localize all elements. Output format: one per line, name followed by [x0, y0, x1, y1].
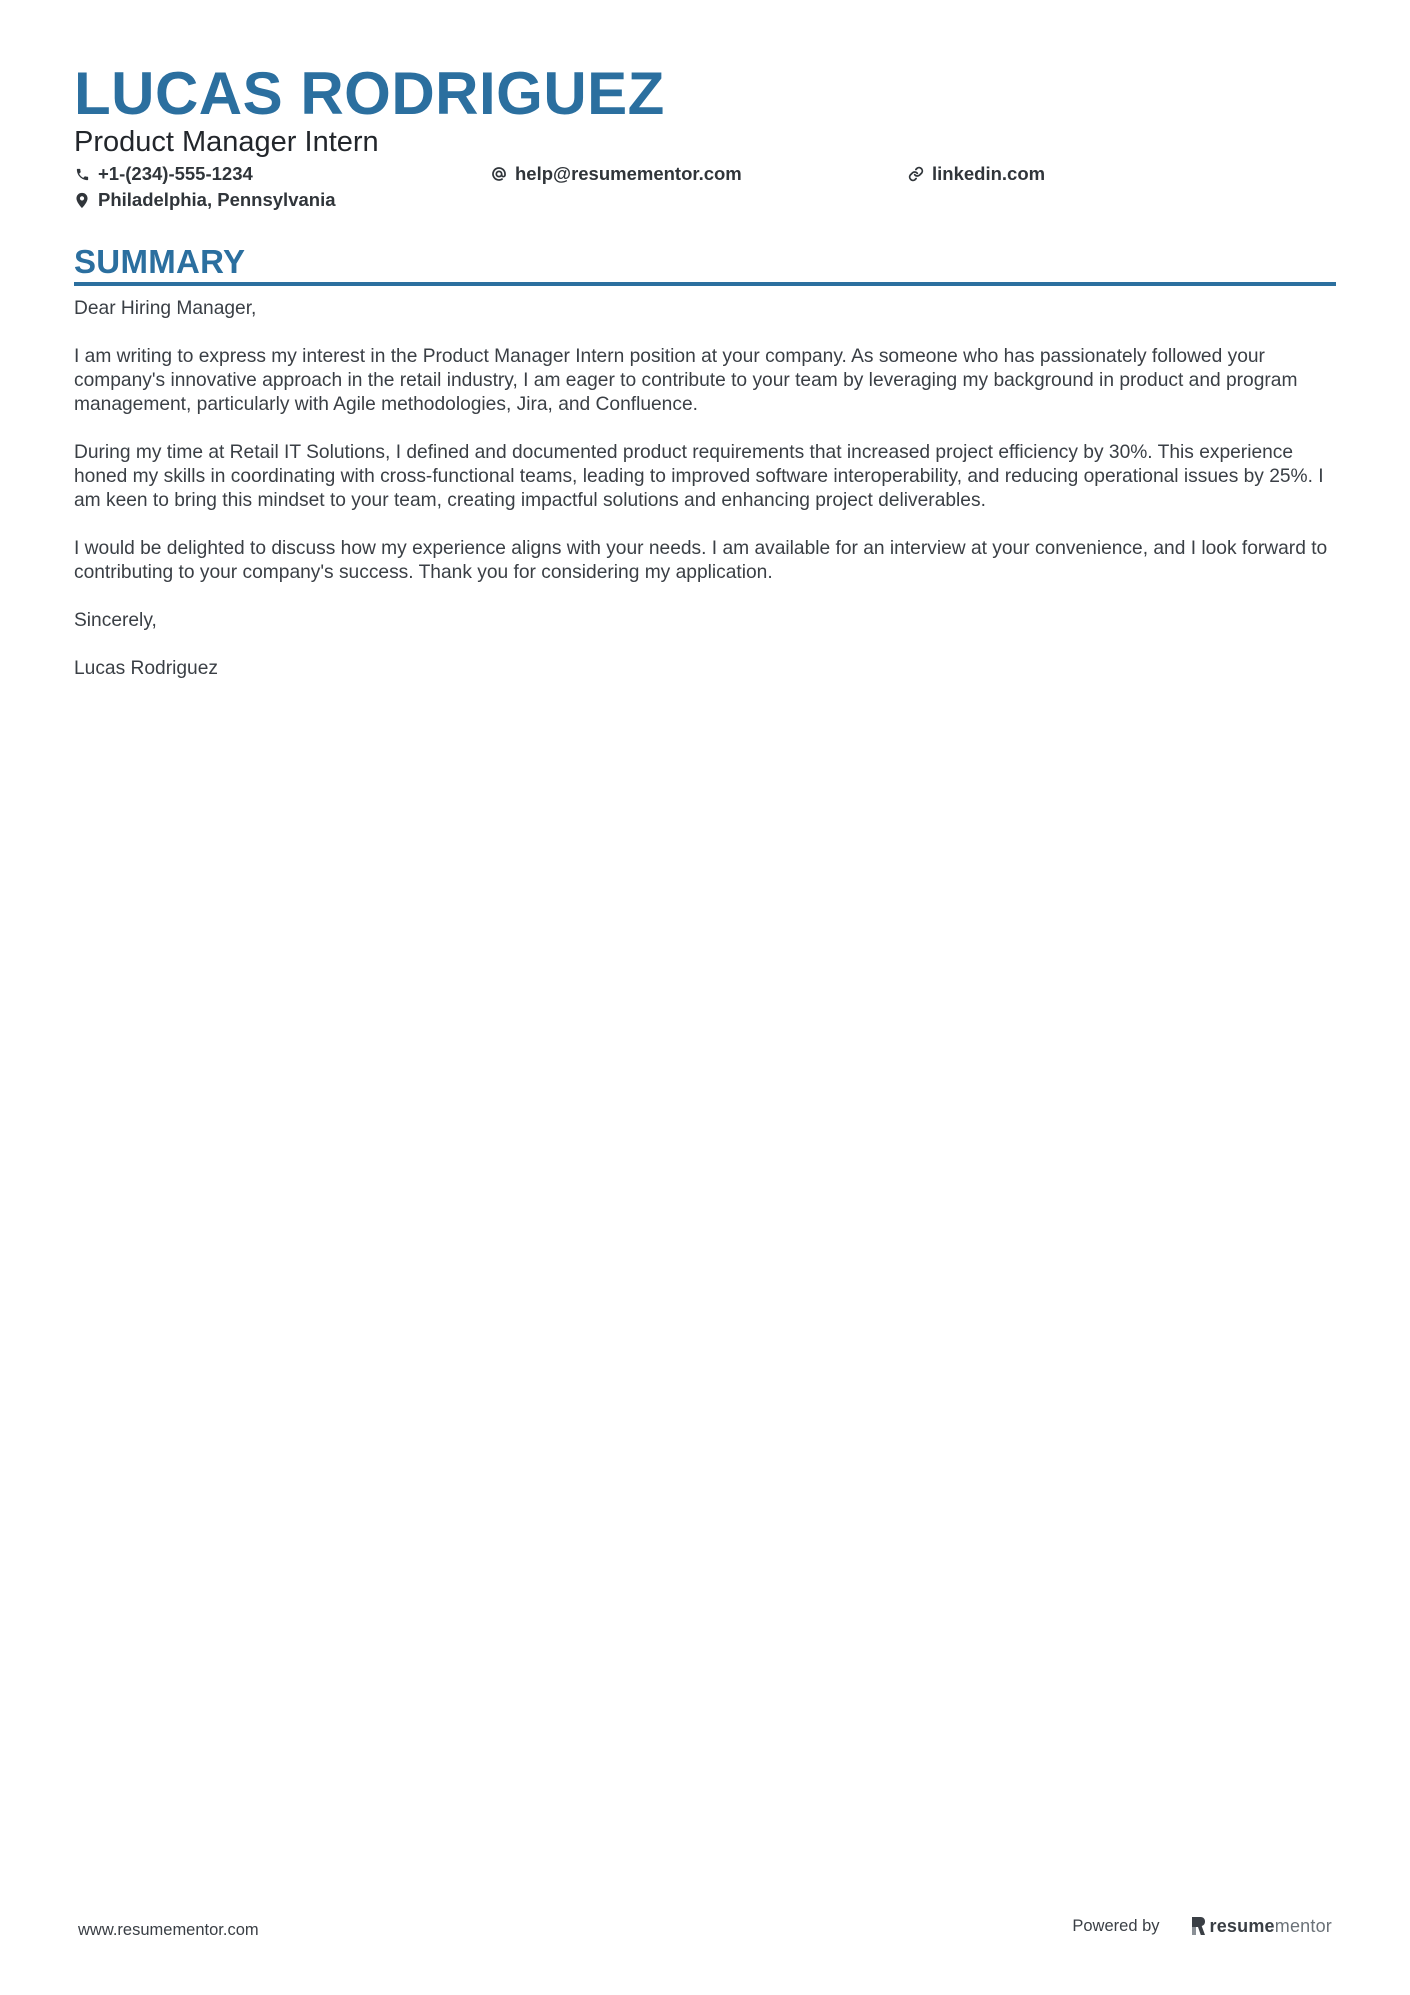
candidate-name: LUCAS RODRIGUEZ [74, 60, 665, 127]
phone-text: +1-(234)-555-1234 [98, 163, 253, 184]
brand-logo[interactable] [1190, 1915, 1332, 1937]
footer-website[interactable]: www.resumementor.com [78, 1921, 259, 1939]
email-link[interactable]: help@resumementor.com [515, 163, 742, 184]
link-icon [908, 166, 924, 182]
section-title-summary: SUMMARY [74, 243, 246, 280]
letter-body [74, 297, 1336, 705]
brand-name-part2: mentor [1274, 1916, 1332, 1936]
letter-paragraph: I would be delighted to discuss how my experience aligns with your needs. I am available for an interview at your convenience, and I look forward to contributing to your company's success. Thank you for considering my application. [74, 538, 1328, 583]
letter-signature: Lucas Rodriguez [74, 658, 218, 679]
at-icon [491, 166, 507, 182]
contact-location [74, 188, 336, 212]
powered-by-label: Powered by [1072, 1917, 1160, 1935]
letter-greeting: Dear Hiring Manager, [74, 298, 257, 319]
phone-icon [74, 166, 90, 182]
brand-name-part1: resume [1209, 1916, 1275, 1936]
linkedin-link[interactable]: linkedin.com [932, 163, 1046, 184]
letter-closing: Sincerely, [74, 610, 157, 631]
contact-phone [74, 162, 253, 186]
letter-paragraph: I am writing to express my interest in the Product Manager Intern position at your company. As someone who has passionately followed your company's innovative approach in the retail industry, I am eager to contribute to your team by leveraging my background in product and program management, particularly with Agile methodologies, Jira, and Confluence. [74, 346, 1298, 415]
letter-paragraph: During my time at Retail IT Solutions, I defined and documented product requirements that increased project efficiency by 30%. This experience honed my skills in coordinating with cross-functional teams, leading to improved software interoperability, and reducing operational issues by 25%. I am keen to bring this mindset to your team, creating impactful solutions and enhancing project deliverables. [74, 442, 1324, 511]
section-divider [74, 282, 1336, 286]
job-title: Product Manager Intern [74, 126, 379, 158]
contact-link [908, 162, 1045, 186]
map-pin-icon [74, 192, 90, 208]
footer-branding [1072, 1915, 1332, 1937]
location-text: Philadelphia, Pennsylvania [98, 189, 336, 210]
resumementor-logo-icon [1190, 1916, 1206, 1936]
contact-email [491, 162, 742, 186]
